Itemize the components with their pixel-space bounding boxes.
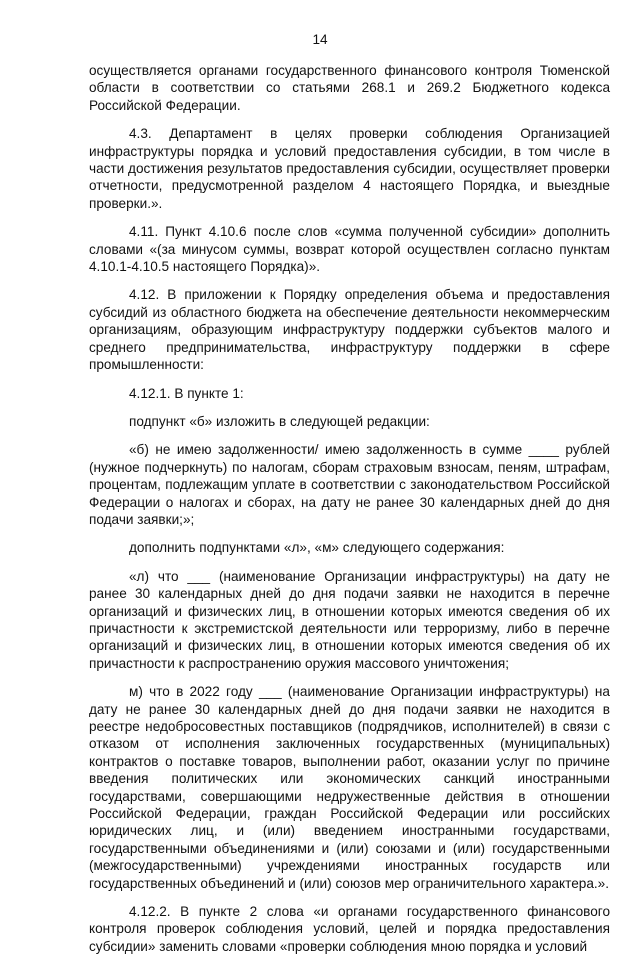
paragraph-4-3: 4.3. Департамент в целях проверки соблюдения Организацией инфраструктуры порядка и условий предоставления субсидии, в том числе в части достижения результатов предоставления субсидии, осуществляет проверки отчетности, предусмотренной разделом 4 настоящего Порядка, и выездные проверки.». [89, 126, 610, 211]
paragraph-subpoint-m: м) что в 2022 году ___ (наименование Организации инфраструктуры) на дату не ранее 30 календарных дней до дня подачи заявки не находится в реестре недобросовестных поставщиков (подрядчиков, исполнителей) в связи с отказом от исполнения заключенных государственных (муниципальных) контрактов о поставке товаров, выполнении работ, оказании услуг по причине введения политических или экономических санкций иностранными государствами, совершающими недружественные действия в отношении Российской Федерации, граждан Российской Федерации или российских юридических лиц, и (или) введением иностранными государствами, государственными объединениями и (или) союзами и (или) государственными (межгосударственными) учреждениями иностранных государств или государственных объединений и (или) союзов мер ограничительного характера.». [89, 684, 610, 891]
paragraph-continuation: осуществляется органами государственного финансового контроля Тюменской области в соответствии со статьями 268.1 и 269.2 Бюджетного кодекса Российской Федерации. [89, 63, 610, 113]
paragraph-4-11: 4.11. Пункт 4.10.6 после слов «сумма полученной субсидии» дополнить словами «(за минусом суммы, возврат которой осуществлен согласно пунктам 4.10.1-4.10.5 настоящего Порядка)». [89, 224, 610, 275]
document-body [89, 62, 610, 955]
paragraph-subpoint-b-intro: подпункт «б» изложить в следующей редакции: [129, 413, 430, 429]
paragraph-4-12-1: 4.12.1. В пункте 1: [129, 385, 244, 401]
page-number: 14 [312, 32, 328, 47]
paragraph-subpoint-l: «л) что ___ (наименование Организации инфраструктуры) на дату не ранее 30 календарных дней до дня подачи заявки не находится в перечне организаций и физических лиц, в отношении которых имеются сведения об их причастности к экстремистской деятельности или терроризму, либо в перечне организаций и физических лиц, в отношении которых имеются сведения об их причастности к распространению оружия массового уничтожения; [89, 568, 610, 671]
paragraph-add-subpoints-intro: дополнить подпунктами «л», «м» следующего содержания: [129, 540, 505, 556]
paragraph-subpoint-b-text: «б) не имею задолженности/ имею задолженность в сумме ____ рублей (нужное подчеркнуть) по налогам, сборам страховым взносам, пеням, штрафам, процентам, подлежащим уплате в соответствии с законодательством Российской Федерации о налогах и сборах, на дату не ранее 30 календарных дней до дня подачи заявки;»; [89, 442, 610, 527]
paragraph-4-12: 4.12. В приложении к Порядку определения объема и предоставления субсидий из областного бюджета на обеспечение деятельности некоммерческим организациям, образующим инфраструктуру поддержки субъектов малого и среднего предпринимательства, инфраструктуру поддержки в сфере промышленности: [89, 287, 610, 373]
paragraph-4-12-2: 4.12.2. В пункте 2 слова «и органами государственного финансового контроля проверок соблюдения условий, целей и порядка предоставления субсидии» заменить словами «проверки соблюдения мною порядка и условий [89, 904, 610, 954]
